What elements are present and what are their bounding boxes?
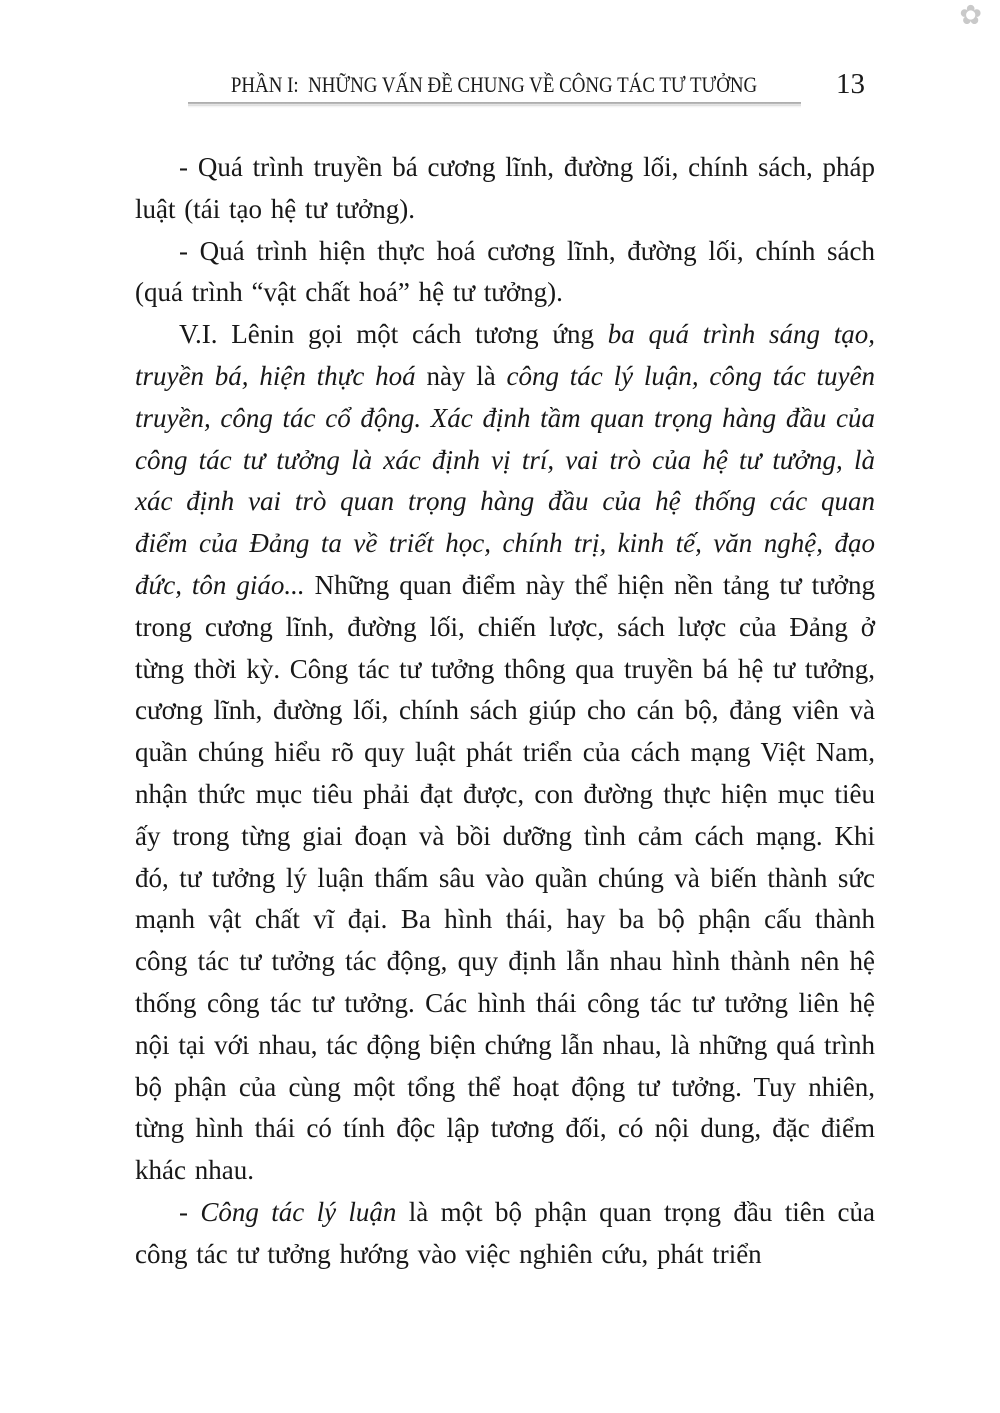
text-run: - [179,1196,201,1227]
text-run: là một bộ phận quan trọng đầu tiên của công tác tư tưởng hướng vào việc nghiên cứu, phát triển [135,1196,876,1269]
paragraph [135,147,875,231]
text-run: - Quá trình truyền bá cương lĩnh, đường lối, chính sách, pháp luật (tái tạo hệ tư tưởng). [135,152,875,224]
page-header [188,73,801,97]
paragraph [135,231,875,315]
running-header-title: PHẦN I: NHỮNG VẤN ĐỀ CHUNG VỀ CÔNG TÁC TƯ TƯỞNG [231,72,758,97]
paragraph [135,1192,875,1276]
text-run: Những quan điểm này thể hiện nền tảng tư tưởng trong cương lĩnh, đường lối, chiến lược, sách lược của Đảng ở từng thời kỳ. Công tác tư tưởng thông qua truyền bá hệ tư tưởng, cương lĩnh, đường lối, chính sách giúp cho cán bộ, đảng viên và quần chúng hiểu rõ quy luật phát triển của cách mạng Việt Nam, nhận thức mục tiêu phải đạt được, con đường thực hiện mục tiêu ấy trong từng giai đoạn và bồi dưỡng tình cảm cách mạng. Khi đó, tư tưởng lý luận thấm sâu vào quần chúng và biến thành sức mạnh vật chất vĩ đại. Ba hình thái, hay ba bộ phận cấu thành công tác tư tưởng tác động, quy định lẫn nhau hình thành nên hệ thống công tác tư tưởng. Các hình thái công tác tư tưởng liên hệ nội tại với nhau, tác động biện chứng lẫn nhau, là những quá trình bộ phận của cùng một tổng thể hoạt động tư tưởng. Tuy nhiên, từng hình thái có tính độc lập tương đối, có nội dung, đặc điểm khác nhau. [135,569,875,1186]
page-number: 13 [836,68,865,100]
text-run: công tác lý luận, công tác tuyên truyền, công tác cổ động. Xác định tầm quan trọng hàng đầu của công tác tư tưởng là xác định vị trí, vai trò của hệ tư tưởng, là xác định vai trò quan trọng hàng đầu của hệ thống các quan điểm của Đảng ta về triết học, chính trị, kinh tế, văn nghệ, đạo đức, tôn giáo... [135,360,875,600]
text-run: - Quá trình hiện thực hoá cương lĩnh, đường lối, chính sách (quá trình “vật chất hoá” hệ tư tưởng). [135,235,875,308]
text-run: này là [415,360,507,391]
flower-ornament-icon: ✿ [959,0,982,30]
page-body [135,147,875,1276]
text-run: ba quá trình sáng tạo, truyền bá, hiện thực hoá [135,319,875,391]
paragraph [135,314,875,1192]
header-divider [188,102,801,108]
text-run: V.I. Lênin gọi một cách tương ứng [179,319,608,350]
text-run: Công tác lý luận [200,1196,397,1227]
